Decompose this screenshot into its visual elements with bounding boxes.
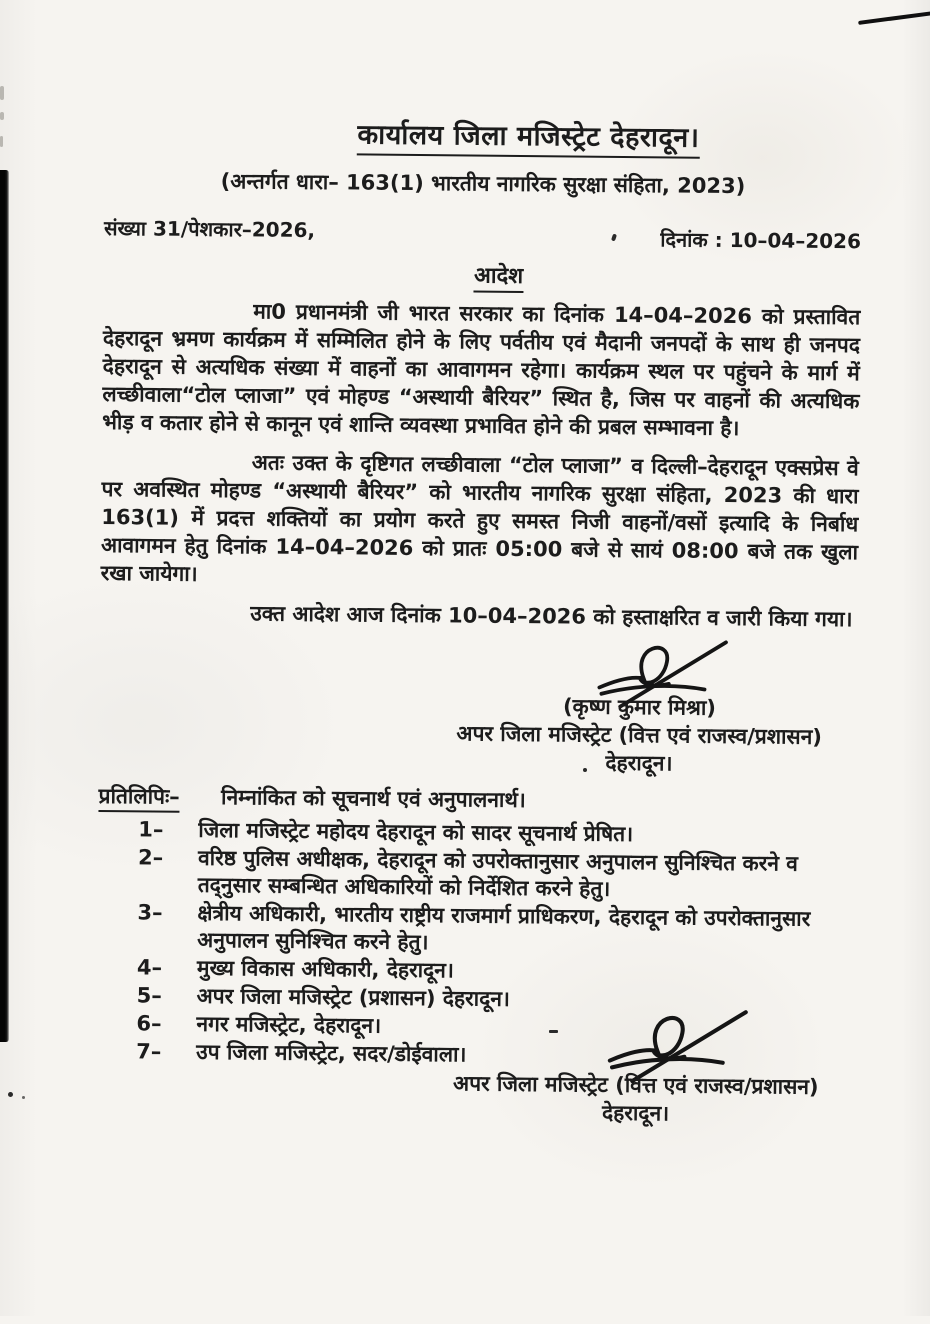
- emphasized-phrase: “अस्थायी बैरियर”: [272, 478, 419, 505]
- copy-to-label: प्रतिलिपिः–: [98, 784, 179, 813]
- paragraph-text: एवं मोहण्ड: [296, 383, 399, 409]
- signature-block-2: [410, 1069, 861, 1129]
- emphasized-phrase: “टोल प्लाजा”: [508, 452, 623, 478]
- item-number: 7–: [136, 1039, 162, 1064]
- paragraph-text: अतः उक्त के दृष्टिगत लच्छीवाला: [251, 450, 510, 477]
- office-title: [150, 112, 907, 156]
- issue-date: दिनांक : 10–04–2026: [660, 227, 862, 254]
- emphasized-phrase: “टोल प्लाजा”: [181, 382, 297, 408]
- reference-number: संख्या 31/पेशकार–2026,: [103, 215, 316, 243]
- item-text: जिला मजिस्ट्रेट महोदय देहरादून को सादर सूचनार्थ प्रेषित।: [198, 817, 634, 847]
- signatory2-place: देहरादून।: [601, 1100, 670, 1126]
- order-paragraph: [102, 296, 860, 443]
- item-number: 6–: [136, 1011, 162, 1036]
- order-paragraph: [100, 598, 857, 633]
- paragraph-text: को भारतीय नागरिक सुरक्षा संहिता, 2023 की धारा 163(1) में प्रदत्त शक्तियों का प्रयोग करते हुए समस्त निजी वाहनों/वसों इत्यादि के निर्बाध आवागमन हेतु दिनांक 14–04–2026 को प्रातः 05:00 बजे से सायं 08:00 बजे तक खुला रखा जायेगा।: [100, 480, 859, 586]
- item-text: अपर जिला मजिस्ट्रेट (प्रशासन) देहरादून।: [196, 983, 511, 1011]
- item-text: मुख्य विकास अधिकारी, देहरादून।: [196, 955, 454, 983]
- signatory-designation: अपर जिला मजिस्ट्रेट (वित्त एवं राजस्व/प्रशासन): [456, 721, 823, 749]
- item-number: 4–: [136, 955, 163, 980]
- item-text: नगर मजिस्ट्रेट, देहरादून।: [196, 1011, 382, 1038]
- emphasized-phrase: “अस्थायी बैरियर”: [398, 384, 544, 411]
- signatory2-designation: अपर जिला मजिस्ट्रेट (वित्त एवं राजस्व/प्रशासन): [452, 1071, 819, 1099]
- copy-recipient-item: [137, 899, 852, 960]
- order-paragraph: [101, 447, 859, 594]
- copy-to-subject: निम्नांकित को सूचनार्थ एवं अनुपालनार्थ।: [220, 785, 526, 813]
- order-body: [100, 296, 860, 644]
- item-text: क्षेत्रीय अधिकारी, भारतीय राष्ट्रीय राजमार्ग प्राधिकरण, देहरादून को उपरोक्तानुसार अनुपालन सुनिश्चित करने हेतु।: [197, 900, 811, 955]
- item-number: 3–: [137, 900, 163, 925]
- item-number: 1–: [138, 817, 164, 842]
- paragraph-text: उक्त आदेश आज दिनांक 10–04–2026 को हस्ताक्षरित व जारी किया गया।: [250, 601, 853, 632]
- signature-block-1: [414, 691, 865, 779]
- paragraph-text: स्थित है, जिस पर वाहनों की अत्यधिक भीड़ व कतार होने से कानून एवं शान्ति व्यवस्था प्रभावित होने की प्रबल सम्भावना है।: [102, 386, 860, 441]
- signatory-name: (कृष्ण कुमार मिश्रा): [562, 694, 717, 720]
- statute-subtitle: (अन्तर्गत धारा– 163(1) भारतीय नागरिक सुरक्षा संहिता, 2023): [220, 169, 746, 199]
- order-heading-text: आदेश: [474, 264, 523, 293]
- item-text: वरिष्ठ पुलिस अधीक्षक, देहरादून को उपरोक्तानुसार अनुपालन सुनिश्चित करने व तद्नुसार सम्बन्धित अधिकारियों को निर्देशित करने हेतु।: [197, 845, 799, 901]
- order-heading: [104, 256, 894, 294]
- item-number: 2–: [137, 845, 164, 870]
- paragraph-text: मा0 प्रधानमंत्री जी भारत सरकार का दिनांक 14–04–2026 को प्रस्तावित देहरादून भ्रमण कार्यक्रम में सम्मिलित होने के लिए पर्वतीय एवं मैदानी जनपदों के साथ ही जनपद देहरादून से अत्यधिक संख्या में वाहनों का आवागमन रहेगा। कार्यक्रम स्थल पर पहुंचने के मार्ग में लच्छीवाला: [102, 299, 861, 407]
- signatory-place: देहरादून।: [605, 750, 673, 776]
- item-text: उप जिला मजिस्ट्रेट, सदर/डोईवाला।: [196, 1039, 467, 1067]
- paragraph-text: व दिल्ली–देहरादून एक्सप्रेस वे पर अवस्थित मोहण्ड: [101, 453, 859, 503]
- office-title-text: कार्यालय जिला मजिस्ट्रेट देहरादून।: [357, 119, 699, 158]
- copy-to-line: [98, 782, 525, 814]
- reference-line: [103, 214, 862, 254]
- copy-recipient-item: [138, 844, 853, 905]
- item-number: 5–: [136, 983, 162, 1008]
